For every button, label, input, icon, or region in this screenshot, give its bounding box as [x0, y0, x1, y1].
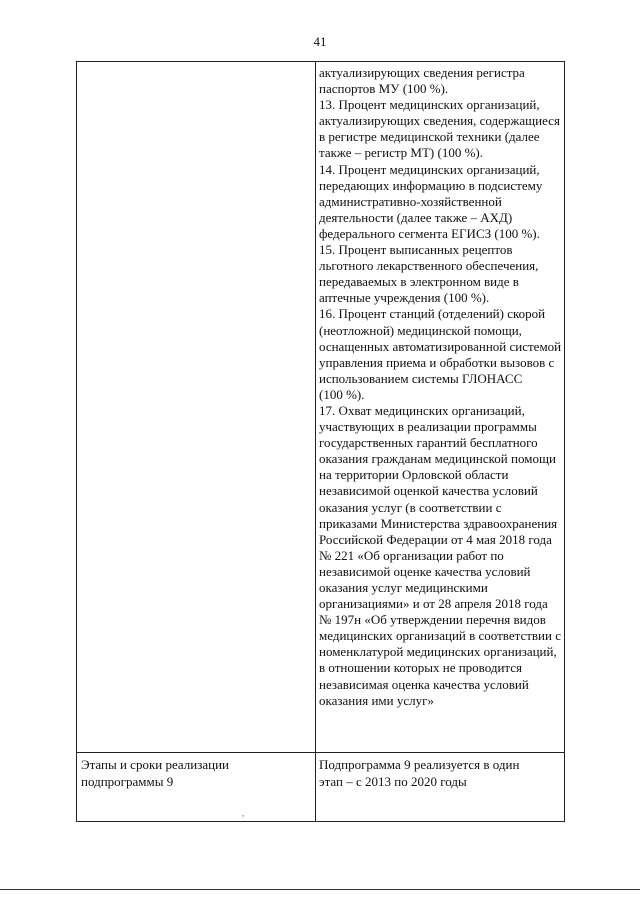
passport-table	[76, 61, 565, 822]
text-line: (неотложной) медицинской помощи,	[319, 322, 522, 338]
text-line: оказания услуг медицинскими	[319, 580, 488, 595]
indicators-cell	[319, 65, 561, 709]
text-line: Российской Федерации от 4 мая 2018 года	[319, 531, 552, 547]
text-line: оказания услуг (в соответствии с	[319, 499, 502, 515]
text-line: независимой оценке качества условий	[319, 563, 531, 579]
text-line: организациями» и от 28 апреля 2018 года	[319, 596, 548, 612]
stages-value-line: Подпрограмма 9 реализуется в один	[319, 757, 520, 772]
text-line: 14. Процент медицинских организаций,	[319, 161, 540, 177]
text-line: передаваемых в электронном виде в	[319, 274, 519, 290]
text-line: независимая оценка качества условий	[319, 676, 529, 692]
page-number: 41	[313, 34, 327, 49]
stages-label-line: подпрограммы 9	[81, 773, 174, 789]
text-line: федерального сегмента ЕГИСЗ (100 %).	[319, 225, 540, 241]
row-divider	[77, 752, 564, 753]
text-line: оказания ими услуг»	[319, 692, 434, 708]
text-line: в отношении которых не проводится	[319, 660, 523, 676]
text-line: медицинских организаций в соответствии с	[319, 628, 561, 644]
text-line: приказами Министерства здравоохранения	[319, 515, 558, 531]
text-line: участвующих в реализации программы	[319, 419, 537, 435]
text-line: оказания гражданам медицинской помощи	[319, 451, 556, 467]
stages-label-line: Этапы и сроки реализации	[81, 757, 229, 772]
text-line: также – регистр МТ) (100 %).	[319, 145, 483, 161]
stray-mark: ,	[242, 808, 245, 818]
text-line: независимой оценкой качества условий	[319, 483, 538, 499]
text-line: 15. Процент выписанных рецептов	[319, 242, 513, 258]
text-line: на территории Орловской области	[319, 467, 509, 483]
text-line: в регистре медицинской техники (далее	[319, 129, 540, 145]
text-line: актуализирующих сведения, содержащиеся	[319, 113, 560, 129]
text-line: актуализирующих сведения регистра	[319, 65, 525, 80]
text-line: управления приема и обработки вызовов с	[319, 354, 555, 370]
text-line: 13. Процент медицинских организаций,	[319, 97, 540, 113]
text-line: номенклатурой медицинских организаций,	[319, 644, 557, 660]
stages-value-cell	[319, 757, 561, 790]
text-line: № 221 «Об организации работ по	[319, 547, 504, 563]
text-line: льготного лекарственного обеспечения,	[319, 258, 539, 274]
text-line: аптечные учреждения (100 %).	[319, 290, 490, 306]
text-line: деятельности (далее также – АХД)	[319, 209, 513, 225]
text-line: использованием системы ГЛОНАСС	[319, 370, 523, 386]
text-line: государственных гарантий бесплатного	[319, 435, 538, 451]
text-line: паспортов МУ (100 %).	[319, 81, 449, 97]
text-line: (100 %).	[319, 386, 365, 402]
text-line: административно-хозяйственной	[319, 193, 502, 209]
stages-label-cell	[81, 757, 311, 790]
stages-value-line: этап – с 2013 по 2020 годы	[319, 773, 467, 789]
bottom-rule	[0, 889, 640, 890]
column-divider	[315, 62, 316, 821]
text-line: 17. Охват медицинских организаций,	[319, 402, 525, 418]
text-line: № 197н «Об утверждении перечня видов	[319, 612, 546, 628]
text-line: передающих информацию в подсистему	[319, 177, 543, 193]
text-line: оснащенных автоматизированной системой	[319, 338, 562, 354]
text-line: 16. Процент станций (отделений) скорой	[319, 306, 546, 322]
